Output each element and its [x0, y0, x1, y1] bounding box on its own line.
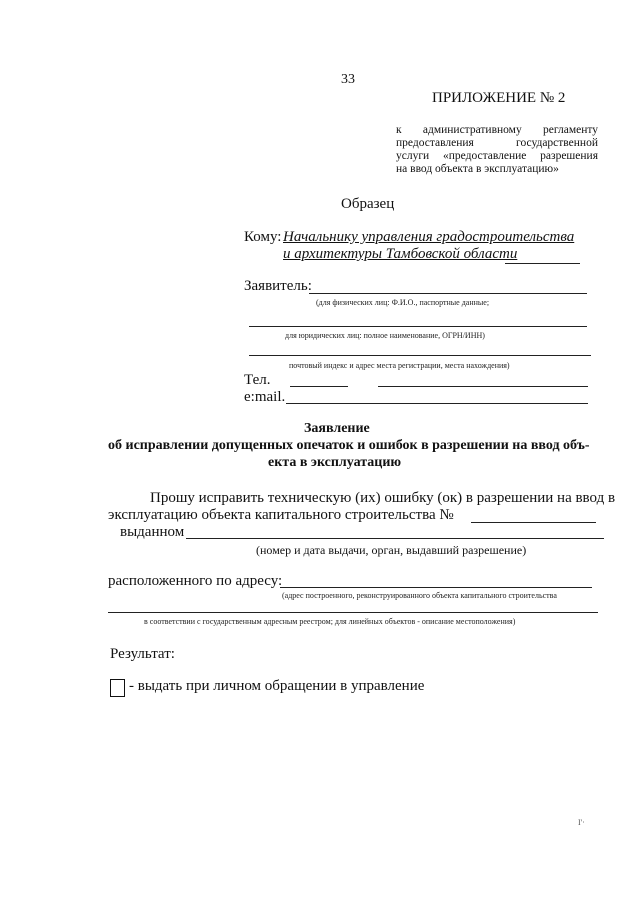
footer-mark: I'·	[578, 818, 585, 827]
statement-subtitle-line-1: об исправлении допущенных опечаток и ошибок в разрешении на ввод объ-	[108, 438, 590, 453]
applicant-line[interactable]	[309, 293, 587, 294]
result-label: Результат:	[110, 646, 175, 662]
appendix-title: ПРИЛОЖЕНИЕ № 2	[432, 90, 566, 106]
email-label: e:mail.	[244, 389, 286, 405]
sample-label: Образец	[341, 196, 395, 212]
addressee-line-2: и архитектуры Тамбовской области	[283, 246, 518, 262]
address-hint-2: в соответствии с государственным адресным реестром; для линейных объектов - описание местоположения)	[144, 617, 516, 626]
result-checkbox[interactable]	[110, 679, 125, 697]
page-number: 33	[341, 72, 355, 87]
phone-line-short[interactable]	[290, 386, 348, 387]
result-option-1: - выдать при личном обращении в управление	[129, 678, 425, 694]
applicant-address-line[interactable]	[249, 355, 591, 356]
address-line[interactable]	[280, 587, 592, 588]
statement-subtitle-line-2: екта в эксплуатацию	[268, 455, 402, 470]
permit-number-line[interactable]	[471, 522, 596, 523]
request-line-1: Прошу исправить техническую (их) ошибку (ок) в разрешении на ввод в	[150, 490, 616, 506]
phone-line[interactable]	[378, 386, 588, 387]
addressee-line-1: Начальнику управления градостроительства	[283, 229, 575, 245]
appendix-note-line: услуги «предоставление разрешения	[396, 150, 598, 162]
address-line-2[interactable]	[108, 612, 598, 613]
appendix-note	[396, 124, 598, 176]
appendix-note-line: предоставления государственной	[396, 137, 598, 149]
applicant-label: Заявитель:	[244, 278, 312, 294]
applicant-hint-individual: (для физических лиц: Ф.И.О., паспортные данные;	[316, 298, 490, 307]
address-label: расположенного по адресу:	[108, 573, 283, 589]
request-line-2: эксплуатацию объекта капитального строительства №	[108, 507, 454, 523]
applicant-legal-line[interactable]	[249, 326, 587, 327]
applicant-hint-legal: для юридических лиц: полное наименование, ОГРН/ИНН)	[285, 331, 485, 340]
issued-hint: (номер и дата выдачи, орган, выдавший разрешение)	[256, 543, 527, 557]
issued-line[interactable]	[186, 538, 604, 539]
appendix-note-line: к административному регламенту	[396, 124, 598, 136]
applicant-hint-address: почтовый индекс и адрес места регистрации, места нахождения)	[289, 361, 510, 370]
phone-label: Тел.	[244, 372, 271, 388]
issued-label: выданном	[120, 524, 185, 540]
email-line[interactable]	[286, 403, 588, 404]
address-hint-1: (адрес построенного, реконструированного объекта капитального строительства	[282, 591, 557, 600]
appendix-note-line: на ввод объекта в эксплуатацию»	[396, 163, 559, 175]
statement-title: Заявление	[304, 421, 370, 436]
addressee-label: Кому:	[244, 229, 282, 245]
addressee-underline	[505, 263, 580, 264]
